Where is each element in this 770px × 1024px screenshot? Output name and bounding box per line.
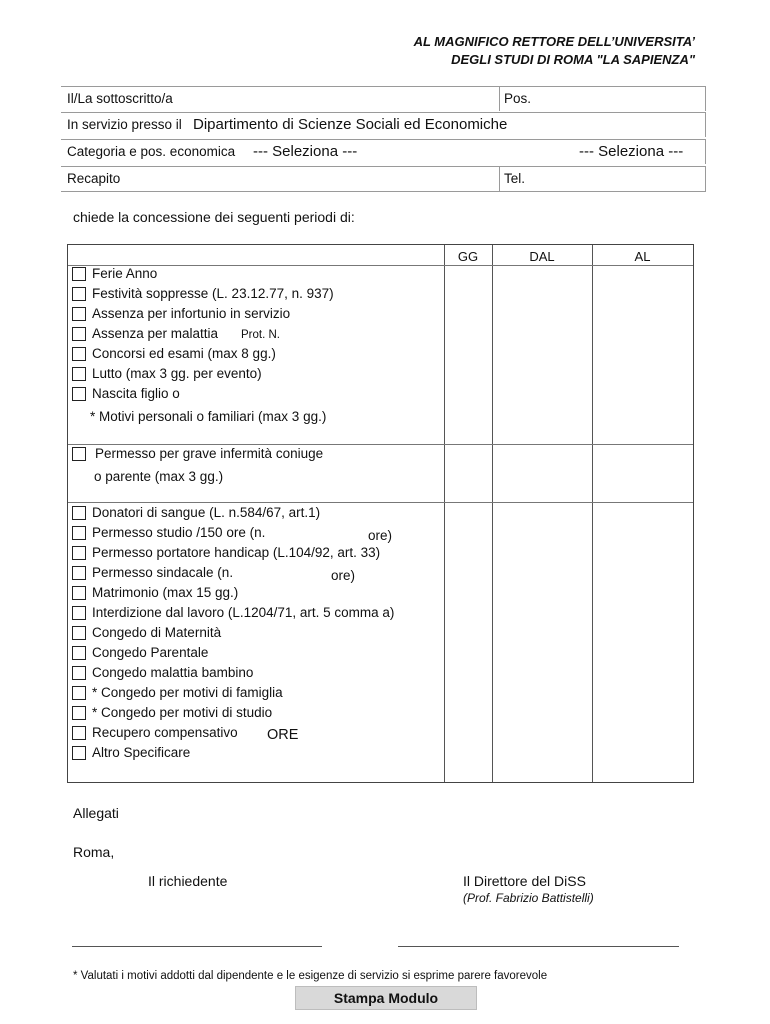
row-recapito [61,166,706,192]
leave-type-label: Lutto (max 3 gg. per evento) [92,366,262,381]
leave-checkbox[interactable] [72,267,86,281]
leave-type-label: * Congedo per motivi di famiglia [92,685,283,700]
leave-type-label: Matrimonio (max 15 gg.) [92,585,239,600]
leave-checkbox[interactable] [72,307,86,321]
servizio-label: In servizio presso il [67,117,182,132]
leave-type-label: Recupero compensativo [92,725,238,740]
row-divider [68,502,693,503]
direttore-name: (Prof. Fabrizio Battistelli) [463,891,594,905]
leave-type-label: Permesso per grave infermità coniuge [95,446,324,461]
pos-label: Pos. [504,91,532,106]
leave-checkbox[interactable] [72,686,86,700]
leave-type-label: Festività soppresse (L. 23.12.77, n. 937) [92,286,334,301]
leave-type-label: Concorsi ed esami (max 8 gg.) [92,346,276,361]
leave-checkbox[interactable] [72,646,86,660]
leave-checkbox[interactable] [72,526,86,540]
prot-n-label: Prot. N. [241,329,280,341]
leave-checkbox[interactable] [72,726,86,740]
leave-checkbox[interactable] [72,626,86,640]
direttore-signature-line [398,946,679,947]
header-divider [68,265,693,266]
divider [499,87,500,111]
direttore-label: Il Direttore del DiSS [463,873,586,889]
leave-checkbox[interactable] [72,287,86,301]
leave-checkbox[interactable] [72,447,86,461]
leave-checkbox[interactable] [72,347,86,361]
leave-type-label: Ferie Anno [92,266,158,281]
richiedente-label: Il richiedente [148,873,228,889]
leave-type-label: Assenza per infortunio in servizio [92,306,291,321]
ore-label-studio: ore) [368,528,393,543]
addressee-line-1: AL MAGNIFICO RETTORE DELL’UNIVERSITA’ [413,34,695,49]
leave-checkbox[interactable] [72,367,86,381]
leave-checkbox[interactable] [72,506,86,520]
leave-type-label: Nascita figlio o [92,386,180,401]
addressee-line-2: DEGLI STUDI DI ROMA "LA SAPIENZA" [451,52,695,67]
ore-label-sindacale: ore) [331,568,356,583]
allegati-label: Allegati [73,805,119,821]
leave-type-label: Congedo Parentale [92,645,209,660]
roma-label: Roma, [73,844,115,860]
col-header-dal: DAL [529,249,555,264]
ore-caps-label: ORE [267,727,299,743]
leave-checkbox[interactable] [72,566,86,580]
leave-type-label: Assenza per malattia [92,326,219,341]
col-divider [592,245,593,782]
row-divider [68,444,693,445]
col-header-gg: GG [457,249,479,264]
leave-checkbox[interactable] [72,746,86,760]
motivi-personali-label: * Motivi personali o familiari (max 3 gg.) [90,409,327,424]
leave-checkbox[interactable] [72,586,86,600]
parente-label: o parente (max 3 gg.) [94,469,224,484]
leave-type-label: Permesso portatore handicap (L.104/92, art. 33) [92,545,381,560]
leave-checkbox[interactable] [72,606,86,620]
request-text: chiede la concessione dei seguenti periodi di: [73,209,355,225]
leave-checkbox[interactable] [72,666,86,680]
richiedente-signature-line [72,946,322,947]
leave-checkbox[interactable] [72,546,86,560]
leave-type-label: Permesso sindacale (n. [92,565,234,580]
row-servizio [61,112,706,137]
leave-type-label: Donatori di sangue (L. n.584/67, art.1) [92,505,321,520]
leave-type-label: * Congedo per motivi di studio [92,705,273,720]
leave-type-label: Congedo malattia bambino [92,665,254,680]
recapito-label: Recapito [67,171,121,186]
leave-checkbox[interactable] [72,387,86,401]
servizio-value-field[interactable]: Dipartimento di Scienze Sociali ed Economiche [193,116,508,133]
footnote: * Valutati i motivi addotti dal dipendente e le esigenze di servizio si esprime parere favorevole [73,970,548,982]
col-divider [492,245,493,782]
leave-type-label: Congedo di Maternità [92,625,222,640]
categoria-select[interactable]: --- Seleziona --- [253,143,358,160]
leave-checkbox[interactable] [72,706,86,720]
col-divider [444,245,445,782]
leave-type-label: Permesso studio /150 ore (n. [92,525,266,540]
sottoscritto-label: Il/La sottoscritto/a [67,91,173,106]
divider [499,167,500,191]
print-form-button[interactable]: Stampa Modulo [295,986,477,1010]
categoria-label: Categoria e pos. economica [67,144,236,159]
leave-type-label: Altro Specificare [92,745,191,760]
leave-type-label: Interdizione dal lavoro (L.1204/71, art. 5 comma a) [92,605,395,620]
col-header-al: AL [634,249,651,264]
row-categoria [61,139,706,164]
posizione-select[interactable]: --- Seleziona --- [579,143,684,160]
tel-label: Tel. [504,171,526,186]
row-sottoscritto [61,86,706,111]
leave-checkbox[interactable] [72,327,86,341]
